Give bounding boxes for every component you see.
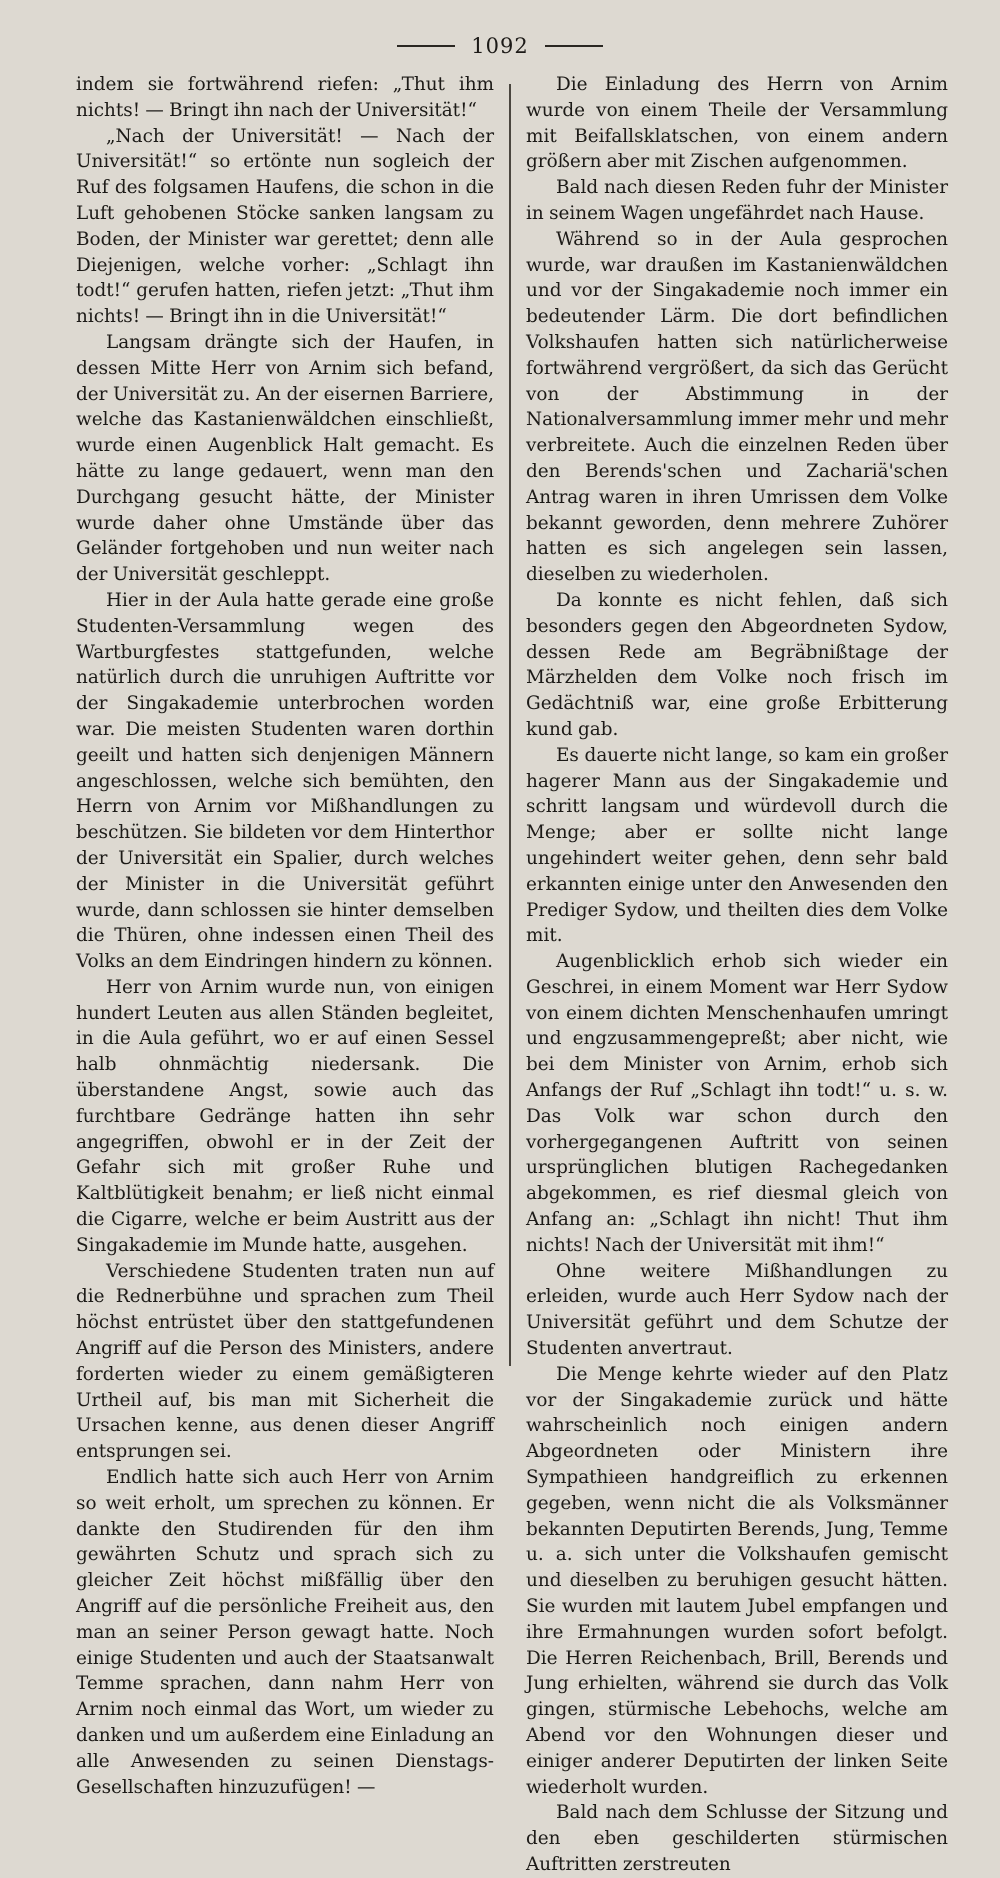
column-divider (509, 84, 511, 1366)
paragraph: Verschiedene Studenten traten nun auf die Rednerbühne und sprachen zum Theil höchst entrüstet über den stattgefundenen Angriff auf die Person des Ministers, andere forderten wieder zu einem gemäßigteren Urtheil auf, bis man mit Sicherheit die Ursachen kenne, aus denen dieser Angriff entsprungen sei. (76, 1260, 494, 1463)
paragraph: „Nach der Universität! — Nach der Universität!“ so ertönte nun sogleich der Ruf des folgsamen Haufens, die schon in die Luft gehobenen Stöcke sanken langsam zu Boden, der Minister war gerettet; denn alle Diejenigen, welche vorher: „Schlagt ihn todt!“ gerufen hatten, riefen jetzt: „Thut ihm nichts! — Bringt ihn in die Universität!“ (76, 125, 494, 328)
paragraph: Die Menge kehrte wieder auf den Platz vor der Singakademie zurück und hätte wahrscheinlich noch einigen andern Abgeordneten oder Ministern ihre Sympathieen handgreiflich zu erkennen gegeben, wenn nicht die als Volksmänner bekannten Deputirten Berends, Jung, Temme u. a. sich unter die Volkshaufen gemischt und dieselben zu beruhigen gesucht hätten. Sie wurden mit lautem Jubel empfangen und ihre Ermahnungen wurden sofort befolgt. Die Herren Reichenbach, Brill, Berends und Jung erhielten, während sie durch das Volk gingen, stürmische Lebehochs, welche am Abend vor den Wohnungen dieser und einiger anderer Deputirten der linken Seite wiederholt wurden. (526, 1363, 948, 1798)
paragraph: Endlich hatte sich auch Herr von Arnim so weit erholt, um sprechen zu können. Er dankte den Studirenden für den ihm gewährten Schutz und sprach sich zu gleicher Zeit höchst mißfällig über den Angriff auf die persönliche Freiheit aus, den man an seiner Person gewagt hatte. Noch einige Studenten und auch der Staatsanwalt Temme sprachen, dann nahm Herr von Arnim noch einmal das Wort, um wieder zu danken und um außerdem eine Einladung an alle Anwesenden zu seinen Dienstags-Gesellschaften hinzuzufügen! — (76, 1467, 494, 1798)
paragraph: Bald nach diesen Reden fuhr der Minister in seinem Wagen ungefährdet nach Hause. (526, 177, 948, 224)
paragraph: Es dauerte nicht lange, so kam ein großer hagerer Mann aus der Singakademie und schritt langsam und würdevoll durch die Menge; aber er sollte nicht lange ungehindert weiter gehen, denn sehr bald erkannten einige unter den Anwesenden den Prediger Sydow, und theilten dies dem Volke mit. (526, 744, 948, 947)
paragraph: Augenblicklich erhob sich wieder ein Geschrei, in einem Moment war Herr Sydow von einem dichten Menschenhaufen umringt und engzusammengepreßt; aber nicht, wie bei dem Minister von Arnim, erhob sich Anfangs der Ruf „Schlagt ihn todt!“ u. s. w. Das Volk war schon durch den vorhergegangenen Auftritt von seinen ursprünglichen blutigen Rachegedanken abgekommen, es rief diesmal gleich von Anfang an: „Schlagt ihn nicht! Thut ihm nichts! Nach der Universität mit ihm!“ (526, 951, 948, 1256)
left-column (76, 72, 494, 1800)
header-rule-right (545, 45, 603, 47)
page-header (0, 34, 1000, 58)
paragraph: Hier in der Aula hatte gerade eine große Studenten-Versammlung wegen des Wartburgfestes stattgefunden, welche natürlich durch die unruhigen Auftritte vor der Singakademie unterbrochen worden war. Die meisten Studenten waren dorthin geeilt und hatten sich denjenigen Männern angeschlossen, welche sich bemühten, den Herrn von Arnim vor Mißhandlungen zu beschützen. Sie bildeten vor dem Hinterthor der Universität ein Spalier, durch welches der Minister in die Universität geführt wurde, dann schlossen sie hinter demselben die Thüren, ohne indessen einen Theil des Volks an dem Eindringen hindern zu können. (76, 589, 494, 973)
header-rule-left (397, 45, 455, 47)
paragraph: indem sie fortwährend riefen: „Thut ihm nichts! — Bringt ihn nach der Universität!“ (76, 74, 494, 121)
right-column (526, 72, 948, 1878)
paragraph: Langsam drängte sich der Haufen, in dessen Mitte Herr von Arnim sich befand, der Universität zu. An der eisernen Barriere, welche das Kastanienwäldchen einschließt, wurde einen Augenblick Halt gemacht. Es hätte zu lange gedauert, wenn man den Durchgang gesucht hätte, der Minister wurde daher ohne Umstände über das Geländer fortgehoben und nun weiter nach der Universität geschleppt. (76, 331, 494, 586)
paragraph: Bald nach dem Schlusse der Sitzung und den eben geschilderten stürmischen Auftritten zerstreuten (526, 1802, 948, 1875)
page-number: 1092 (471, 34, 529, 58)
paragraph: Da konnte es nicht fehlen, daß sich besonders gegen den Abgeordneten Sydow, dessen Rede am Begräbnißtage der Märzhelden dem Volke noch frisch im Gedächtniß war, eine große Erbitterung kund gab. (526, 589, 948, 740)
paragraph: Die Einladung des Herrn von Arnim wurde von einem Theile der Versammlung mit Beifallsklatschen, von einem andern größern aber mit Zischen aufgenommen. (526, 74, 948, 173)
paragraph: Während so in der Aula gesprochen wurde, war draußen im Kastanienwäldchen und vor der Singakademie noch immer ein bedeutender Lärm. Die dort befindlichen Volkshaufen hatten sich natürlicherweise fortwährend vergrößert, da sich das Gerücht von der Abstimmung in der Nationalversammlung immer mehr und mehr verbreitete. Auch die einzelnen Reden über den Berends'schen und Zachariä'schen Antrag waren in ihren Umrissen dem Volke bekannt geworden, denn mehrere Zuhörer hatten es sich angelegen sein lassen, dieselben zu wiederholen. (526, 228, 948, 586)
paragraph: Ohne weitere Mißhandlungen zu erleiden, wurde auch Herr Sydow nach der Universität geführt und dem Schutze der Studenten anvertraut. (526, 1260, 948, 1360)
paragraph: Herr von Arnim wurde nun, von einigen hundert Leuten aus allen Ständen begleitet, in die Aula geführt, wo er auf einen Sessel halb ohnmächtig niedersank. Die überstandene Angst, sowie auch das furchtbare Gedränge hatten ihn sehr angegriffen, obwohl er in der Zeit der Gefahr sich mit großer Ruhe und Kaltblütigkeit benahm; er ließ nicht einmal die Cigarre, welche er beim Austritt aus der Singakademie im Munde hatte, ausgehen. (76, 976, 494, 1256)
